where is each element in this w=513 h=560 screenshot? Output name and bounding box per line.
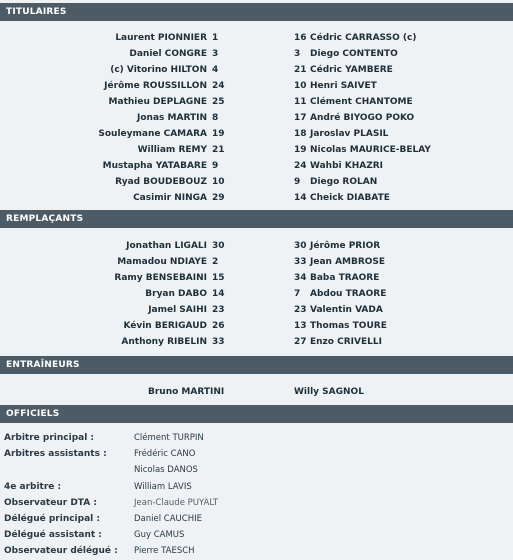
lineup-row (0, 126, 513, 142)
home-player-name[interactable]: Mathieu DEPLAGNE (108, 97, 207, 107)
away-player-name[interactable]: Henri SAIVET (310, 81, 377, 91)
lineup-row (0, 174, 513, 190)
away-player-number: 7 (294, 289, 301, 299)
home-player-name[interactable]: Ryad BOUDEBOUZ (115, 177, 207, 187)
away-player-name[interactable]: Diego CONTENTO (310, 49, 398, 59)
home-coach-name[interactable]: Bruno MARTINI (148, 387, 225, 397)
home-player-number: 25 (212, 97, 225, 107)
official-name[interactable]: Jean-Claude PUYALT (134, 497, 219, 508)
away-player-number: 14 (294, 193, 307, 203)
lineup-row (0, 318, 513, 334)
away-player-name[interactable]: Jean AMBROSE (310, 257, 386, 267)
lineup-row (0, 158, 513, 174)
away-player-name[interactable]: André BIYOGO POKO (310, 113, 415, 123)
away-coach-name[interactable]: Willy SAGNOL (294, 387, 364, 397)
home-player-name[interactable]: Laurent PIONNIER (115, 33, 207, 43)
official-name[interactable]: Daniel CAUCHIE (134, 513, 202, 524)
home-player-name[interactable]: Ramy BENSEBAINI (114, 273, 207, 283)
official-name[interactable]: Nicolas DANOS (134, 465, 198, 476)
official-row (0, 430, 513, 446)
home-player-name[interactable]: Mustapha YATABARE (102, 161, 207, 171)
away-player-number: 3 (294, 49, 301, 59)
home-player-name[interactable]: (c) Vitorino HILTON (110, 65, 207, 75)
away-player-name[interactable]: Cédric CARRASSO (c) (310, 33, 417, 43)
titulaires-list (0, 30, 513, 206)
lineup-row (0, 286, 513, 302)
away-player-number: 10 (294, 81, 307, 91)
home-player-number: 8 (212, 113, 219, 123)
entraineurs-row (0, 383, 513, 401)
away-player-number: 34 (294, 273, 307, 283)
home-player-name[interactable]: Souleymane CAMARA (98, 129, 207, 139)
official-name[interactable]: Frédéric CANO (134, 449, 196, 460)
section-header-titulaires: TITULAIRES (0, 3, 513, 21)
home-player-name[interactable]: Anthony RIBELIN (121, 337, 207, 347)
home-player-number: 4 (212, 65, 219, 75)
officiels-list (0, 430, 513, 560)
away-player-name[interactable]: Jaroslav PLASIL (310, 129, 389, 139)
home-player-name[interactable]: Bryan DABO (145, 289, 207, 299)
official-name[interactable]: Clément TURPIN (134, 433, 204, 443)
official-role-label: Arbitres assistants : (4, 449, 107, 460)
home-player-name[interactable]: Jamel SAIHI (148, 305, 207, 315)
home-player-number: 21 (212, 145, 225, 155)
away-player-name[interactable]: Jérôme PRIOR (310, 241, 381, 251)
away-player-name[interactable]: Enzo CRIVELLI (310, 337, 382, 347)
lineup-row (0, 302, 513, 318)
remplacants-list (0, 238, 513, 350)
lineup-row (0, 94, 513, 110)
lineup-row (0, 110, 513, 126)
away-player-name[interactable]: Valentin VADA (310, 305, 383, 315)
lineup-row (0, 334, 513, 350)
away-player-name[interactable]: Nicolas MAURICE-BELAY (310, 145, 431, 155)
official-role-label: Observateur DTA : (4, 497, 97, 508)
lineup-row (0, 30, 513, 46)
home-player-name[interactable]: Jonas MARTIN (137, 113, 207, 123)
lineup-row (0, 78, 513, 94)
away-player-number: 27 (294, 337, 307, 347)
away-player-name[interactable]: Clément CHANTOME (310, 97, 413, 107)
official-role-label: Délégué assistant : (4, 530, 102, 541)
official-row (0, 462, 513, 478)
lineup-row (0, 238, 513, 254)
lineup-row (0, 142, 513, 158)
official-role-label: Arbitre principal : (4, 433, 95, 443)
home-player-number: 2 (212, 257, 219, 267)
home-player-number: 33 (212, 337, 225, 347)
home-player-name[interactable]: Daniel CONGRE (129, 49, 207, 59)
away-player-number: 30 (294, 241, 307, 251)
official-name[interactable]: Guy CAMUS (134, 530, 185, 541)
away-player-number: 33 (294, 257, 307, 267)
home-player-number: 1 (212, 33, 219, 43)
away-player-name[interactable]: Diego ROLAN (310, 177, 378, 187)
official-role-label: Observateur délégué : (4, 546, 118, 557)
official-row (0, 543, 513, 559)
away-player-number: 19 (294, 145, 307, 155)
home-player-name[interactable]: Kévin BERIGAUD (123, 321, 207, 331)
home-player-number: 24 (212, 81, 225, 91)
away-player-name[interactable]: Abdou TRAORE (310, 289, 387, 299)
lineup-row (0, 46, 513, 62)
away-player-number: 24 (294, 161, 307, 171)
official-role-label: Délégué principal : (4, 513, 100, 524)
home-player-number: 3 (212, 49, 219, 59)
official-row (0, 527, 513, 543)
home-player-number: 14 (212, 289, 225, 299)
away-player-number: 9 (294, 177, 301, 187)
away-player-name[interactable]: Cédric YAMBERE (310, 65, 393, 75)
home-player-name[interactable]: Jonathan LIGALI (126, 241, 207, 251)
official-role-label: 4e arbitre : (4, 481, 62, 492)
home-player-number: 30 (212, 241, 225, 251)
home-player-number: 29 (212, 193, 225, 203)
official-name[interactable]: William LAVIS (134, 481, 192, 492)
section-header-remplacants: REMPLAÇANTS (0, 210, 513, 228)
official-name[interactable]: Pierre TAESCH (134, 546, 195, 557)
away-player-number: 17 (294, 113, 307, 123)
lineup-row (0, 62, 513, 78)
home-player-name[interactable]: Mamadou NDIAYE (117, 257, 207, 267)
away-player-number: 16 (294, 33, 307, 43)
home-player-number: 10 (212, 177, 225, 187)
home-player-name[interactable]: Jérôme ROUSSILLON (104, 81, 207, 91)
away-player-name[interactable]: Wahbi KHAZRI (310, 161, 384, 171)
official-row (0, 495, 513, 511)
home-player-number: 15 (212, 273, 225, 283)
home-player-name[interactable]: Casimir NINGA (133, 193, 207, 203)
home-player-number: 26 (212, 321, 225, 331)
home-player-number: 9 (212, 161, 219, 171)
away-player-name[interactable]: Baba TRAORE (310, 273, 380, 283)
away-player-number: 11 (294, 97, 307, 107)
home-player-name[interactable]: William REMY (137, 145, 207, 155)
away-player-number: 21 (294, 65, 307, 75)
away-player-number: 23 (294, 305, 307, 315)
lineup-row (0, 190, 513, 206)
lineup-row (0, 254, 513, 270)
official-row (0, 446, 513, 462)
section-header-officiels: OFFICIELS (0, 405, 513, 423)
section-header-entraineurs: ENTRAÎNEURS (0, 356, 513, 374)
away-player-number: 18 (294, 129, 307, 139)
away-player-number: 13 (294, 321, 307, 331)
away-player-name[interactable]: Cheick DIABATE (310, 193, 390, 203)
away-player-name[interactable]: Thomas TOURE (310, 321, 387, 331)
home-player-number: 19 (212, 129, 225, 139)
official-row (0, 511, 513, 527)
lineup-row (0, 270, 513, 286)
home-player-number: 23 (212, 305, 225, 315)
official-row (0, 479, 513, 495)
